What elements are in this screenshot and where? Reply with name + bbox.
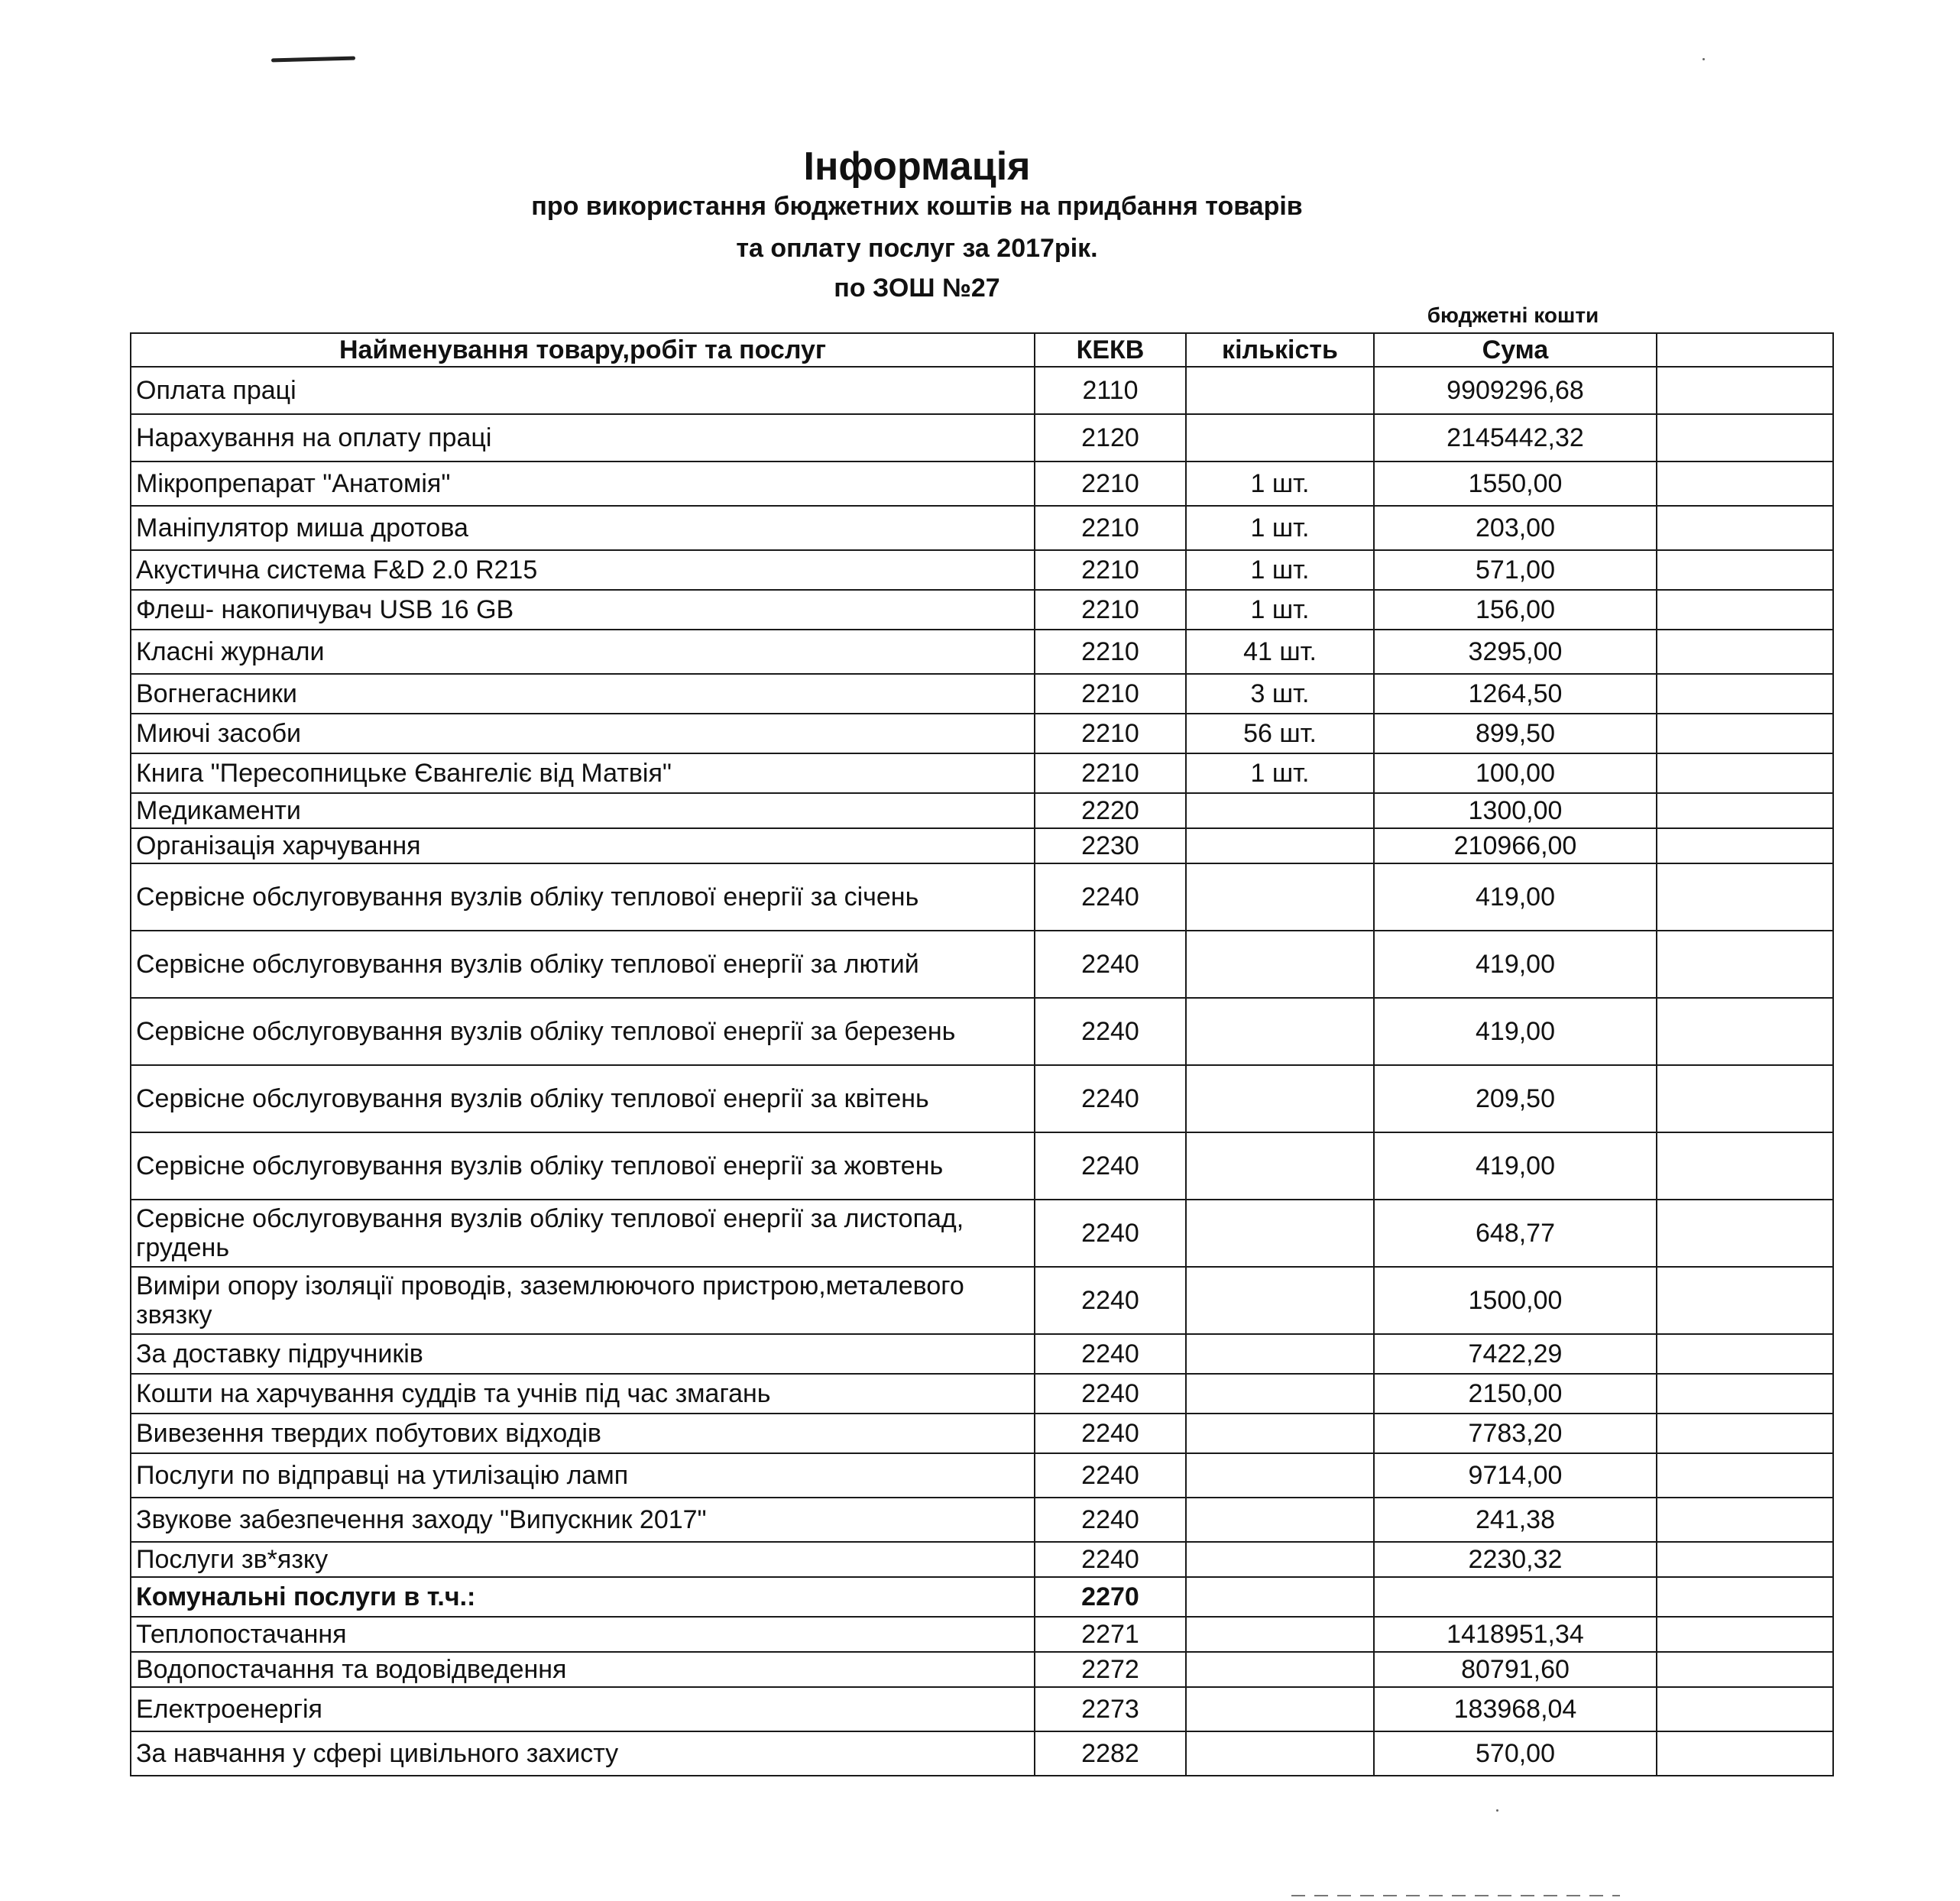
budget-funds-note: бюджетні кошти [1427, 303, 1599, 327]
cell-kekv: 2230 [1035, 828, 1186, 863]
scan-speck [1702, 58, 1705, 60]
cell-sum: 1264,50 [1374, 674, 1657, 714]
cell-sum: 899,50 [1374, 714, 1657, 753]
cell-extra [1657, 1617, 1833, 1652]
table-row [131, 1200, 1833, 1267]
cell-quantity [1186, 1731, 1374, 1776]
cell-name: Сервісне обслуговування вузлів обліку теплової енергії за жовтень [131, 1132, 1035, 1200]
cell-quantity [1186, 1267, 1374, 1334]
cell-extra [1657, 1542, 1833, 1577]
cell-name: Мікропрепарат "Анатомія" [131, 461, 1035, 506]
cell-quantity [1186, 1652, 1374, 1687]
cell-sum: 156,00 [1374, 590, 1657, 630]
cell-sum: 1418951,34 [1374, 1617, 1657, 1652]
scan-bottom-dashes [1291, 1895, 1620, 1896]
cell-kekv: 2240 [1035, 1374, 1186, 1414]
table-row [131, 863, 1833, 931]
column-header-sum: Сума [1374, 333, 1657, 367]
cell-quantity: 56 шт. [1186, 714, 1374, 753]
cell-name: Електроенергія [131, 1687, 1035, 1731]
cell-quantity: 1 шт. [1186, 506, 1374, 550]
cell-kekv: 2240 [1035, 998, 1186, 1065]
scan-speck [1496, 1809, 1498, 1812]
cell-quantity: 1 шт. [1186, 461, 1374, 506]
cell-name: Маніпулятор миша дротова [131, 506, 1035, 550]
cell-name: Сервісне обслуговування вузлів обліку теплової енергії за листопад, грудень [131, 1200, 1035, 1267]
document-title: Інформація [803, 144, 1031, 189]
cell-extra [1657, 1267, 1833, 1334]
cell-extra [1657, 1132, 1833, 1200]
cell-sum: 210966,00 [1374, 828, 1657, 863]
cell-kekv: 2240 [1035, 1065, 1186, 1132]
cell-extra [1657, 1065, 1833, 1132]
cell-extra [1657, 506, 1833, 550]
cell-sum: 9909296,68 [1374, 367, 1657, 414]
cell-sum: 648,77 [1374, 1200, 1657, 1267]
cell-quantity [1186, 828, 1374, 863]
cell-quantity [1186, 1577, 1374, 1617]
cell-quantity [1186, 367, 1374, 414]
cell-kekv: 2240 [1035, 1267, 1186, 1334]
cell-quantity [1186, 863, 1374, 931]
column-header-kekv: КЕКВ [1035, 333, 1186, 367]
cell-extra [1657, 367, 1833, 414]
cell-name: Виміри опору ізоляції проводів, заземлюючого пристрою,металевого звязку [131, 1267, 1035, 1334]
cell-name: Книга "Пересопницьке Євангеліє від Матвія" [131, 753, 1035, 793]
cell-name: Медикаменти [131, 793, 1035, 828]
cell-kekv: 2210 [1035, 590, 1186, 630]
cell-kekv: 2273 [1035, 1687, 1186, 1731]
cell-extra [1657, 1453, 1833, 1498]
cell-sum: 2230,32 [1374, 1542, 1657, 1577]
table-header-row [131, 333, 1833, 367]
cell-extra [1657, 793, 1833, 828]
table-row [131, 1687, 1833, 1731]
table-row [131, 550, 1833, 590]
cell-kekv: 2240 [1035, 1334, 1186, 1374]
table-row [131, 1132, 1833, 1200]
cell-quantity [1186, 1374, 1374, 1414]
cell-extra [1657, 1334, 1833, 1374]
cell-sum: 2145442,32 [1374, 414, 1657, 461]
cell-name: За доставку підручників [131, 1334, 1035, 1374]
cell-sum: 209,50 [1374, 1065, 1657, 1132]
cell-kekv: 2210 [1035, 714, 1186, 753]
cell-sum: 3295,00 [1374, 630, 1657, 674]
cell-kekv: 2210 [1035, 506, 1186, 550]
cell-quantity [1186, 1617, 1374, 1652]
table-row [131, 1577, 1833, 1617]
cell-name: Миючі засоби [131, 714, 1035, 753]
table-body [131, 367, 1833, 1776]
cell-quantity [1186, 1414, 1374, 1453]
table-row [131, 674, 1833, 714]
cell-name: Нарахування на оплату праці [131, 414, 1035, 461]
cell-quantity [1186, 998, 1374, 1065]
cell-sum: 183968,04 [1374, 1687, 1657, 1731]
table-row [131, 590, 1833, 630]
cell-name: За навчання у сфері цивільного захисту [131, 1731, 1035, 1776]
table-row [131, 1334, 1833, 1374]
cell-sum [1374, 1577, 1657, 1617]
cell-name: Сервісне обслуговування вузлів обліку теплової енергії за квітень [131, 1065, 1035, 1132]
cell-quantity: 41 шт. [1186, 630, 1374, 674]
table-row [131, 1065, 1833, 1132]
cell-name: Організація харчування [131, 828, 1035, 863]
expenditure-table [130, 332, 1834, 1776]
table-row [131, 461, 1833, 506]
document-subtitle-line-3: по ЗОШ №27 [834, 274, 1000, 303]
cell-quantity [1186, 793, 1374, 828]
table-row [131, 1498, 1833, 1542]
cell-kekv: 2240 [1035, 1498, 1186, 1542]
scan-artifact-mark [271, 57, 355, 63]
cell-quantity [1186, 931, 1374, 998]
table-row [131, 1542, 1833, 1577]
cell-sum: 9714,00 [1374, 1453, 1657, 1498]
cell-name: Флеш- накопичувач USB 16 GB [131, 590, 1035, 630]
table-row [131, 1374, 1833, 1414]
cell-kekv: 2240 [1035, 931, 1186, 998]
table-row [131, 1617, 1833, 1652]
table-row [131, 931, 1833, 998]
cell-sum: 80791,60 [1374, 1652, 1657, 1687]
cell-kekv: 2210 [1035, 674, 1186, 714]
cell-kekv: 2271 [1035, 1617, 1186, 1652]
cell-kekv: 2240 [1035, 1200, 1186, 1267]
cell-sum: 1500,00 [1374, 1267, 1657, 1334]
document-subtitle-line-1: про використання бюджетних коштів на придбання товарів [531, 192, 1303, 221]
cell-quantity [1186, 1542, 1374, 1577]
cell-extra [1657, 1652, 1833, 1687]
table-row [131, 1453, 1833, 1498]
cell-name: Комунальні послуги в т.ч.: [131, 1577, 1035, 1617]
table-row [131, 1414, 1833, 1453]
column-header-name: Найменування товару,робіт та послуг [131, 333, 1035, 367]
cell-kekv: 2220 [1035, 793, 1186, 828]
cell-name: Вивезення твердих побутових відходів [131, 1414, 1035, 1453]
cell-quantity: 1 шт. [1186, 550, 1374, 590]
cell-kekv: 2240 [1035, 1414, 1186, 1453]
cell-sum: 203,00 [1374, 506, 1657, 550]
cell-name: Звукове забезпечення заходу "Випускник 2017" [131, 1498, 1035, 1542]
cell-sum: 419,00 [1374, 863, 1657, 931]
cell-quantity: 1 шт. [1186, 753, 1374, 793]
table-row [131, 714, 1833, 753]
cell-extra [1657, 753, 1833, 793]
table-row [131, 753, 1833, 793]
cell-kekv: 2272 [1035, 1652, 1186, 1687]
table-row [131, 1652, 1833, 1687]
cell-extra [1657, 931, 1833, 998]
cell-kekv: 2210 [1035, 630, 1186, 674]
cell-name: Вогнегасники [131, 674, 1035, 714]
cell-quantity [1186, 1453, 1374, 1498]
cell-extra [1657, 590, 1833, 630]
cell-kekv: 2240 [1035, 1542, 1186, 1577]
cell-extra [1657, 828, 1833, 863]
cell-quantity [1186, 1334, 1374, 1374]
cell-sum: 7422,29 [1374, 1334, 1657, 1374]
cell-name: Кошти на харчування суддів та учнів під час змагань [131, 1374, 1035, 1414]
cell-kekv: 2240 [1035, 1132, 1186, 1200]
cell-extra [1657, 550, 1833, 590]
cell-quantity [1186, 414, 1374, 461]
cell-quantity [1186, 1687, 1374, 1731]
cell-extra [1657, 674, 1833, 714]
cell-name: Класні журнали [131, 630, 1035, 674]
table-row [131, 1731, 1833, 1776]
cell-extra [1657, 714, 1833, 753]
cell-name: Акустична система F&D 2.0 R215 [131, 550, 1035, 590]
table-row [131, 828, 1833, 863]
cell-quantity [1186, 1132, 1374, 1200]
cell-name: Теплопостачання [131, 1617, 1035, 1652]
cell-sum: 419,00 [1374, 1132, 1657, 1200]
cell-extra [1657, 461, 1833, 506]
cell-extra [1657, 1498, 1833, 1542]
table-row [131, 793, 1833, 828]
column-header-extra [1657, 333, 1833, 367]
cell-extra [1657, 863, 1833, 931]
cell-name: Водопостачання та водовідведення [131, 1652, 1035, 1687]
cell-name: Сервісне обслуговування вузлів обліку теплової енергії за лютий [131, 931, 1035, 998]
cell-extra [1657, 1414, 1833, 1453]
column-header-quantity: кількість [1186, 333, 1374, 367]
table-row [131, 630, 1833, 674]
cell-sum: 570,00 [1374, 1731, 1657, 1776]
cell-sum: 419,00 [1374, 998, 1657, 1065]
table-row [131, 414, 1833, 461]
cell-kekv: 2210 [1035, 461, 1186, 506]
cell-sum: 241,38 [1374, 1498, 1657, 1542]
cell-extra [1657, 1731, 1833, 1776]
cell-sum: 2150,00 [1374, 1374, 1657, 1414]
cell-name: Оплата праці [131, 367, 1035, 414]
cell-kekv: 2210 [1035, 753, 1186, 793]
cell-name: Сервісне обслуговування вузлів обліку теплової енергії за січень [131, 863, 1035, 931]
cell-kekv: 2110 [1035, 367, 1186, 414]
cell-kekv: 2120 [1035, 414, 1186, 461]
cell-extra [1657, 998, 1833, 1065]
cell-quantity: 1 шт. [1186, 590, 1374, 630]
cell-extra [1657, 1687, 1833, 1731]
cell-quantity [1186, 1065, 1374, 1132]
cell-name: Послуги зв*язку [131, 1542, 1035, 1577]
cell-sum: 1300,00 [1374, 793, 1657, 828]
cell-extra [1657, 630, 1833, 674]
cell-name: Сервісне обслуговування вузлів обліку теплової енергії за березень [131, 998, 1035, 1065]
cell-sum: 1550,00 [1374, 461, 1657, 506]
cell-quantity [1186, 1498, 1374, 1542]
table-row [131, 506, 1833, 550]
cell-kekv: 2240 [1035, 863, 1186, 931]
table-row [131, 1267, 1833, 1334]
cell-sum: 571,00 [1374, 550, 1657, 590]
cell-kekv: 2240 [1035, 1453, 1186, 1498]
cell-sum: 7783,20 [1374, 1414, 1657, 1453]
cell-name: Послуги по відправці на утилізацію ламп [131, 1453, 1035, 1498]
cell-extra [1657, 414, 1833, 461]
cell-sum: 100,00 [1374, 753, 1657, 793]
cell-extra [1657, 1374, 1833, 1414]
table-row [131, 367, 1833, 414]
cell-kekv: 2270 [1035, 1577, 1186, 1617]
cell-kekv: 2282 [1035, 1731, 1186, 1776]
cell-kekv: 2210 [1035, 550, 1186, 590]
cell-sum: 419,00 [1374, 931, 1657, 998]
document-subtitle-line-2: та оплату послуг за 2017рік. [736, 234, 1098, 263]
cell-extra [1657, 1200, 1833, 1267]
cell-extra [1657, 1577, 1833, 1617]
cell-quantity: 3 шт. [1186, 674, 1374, 714]
cell-quantity [1186, 1200, 1374, 1267]
table-row [131, 998, 1833, 1065]
